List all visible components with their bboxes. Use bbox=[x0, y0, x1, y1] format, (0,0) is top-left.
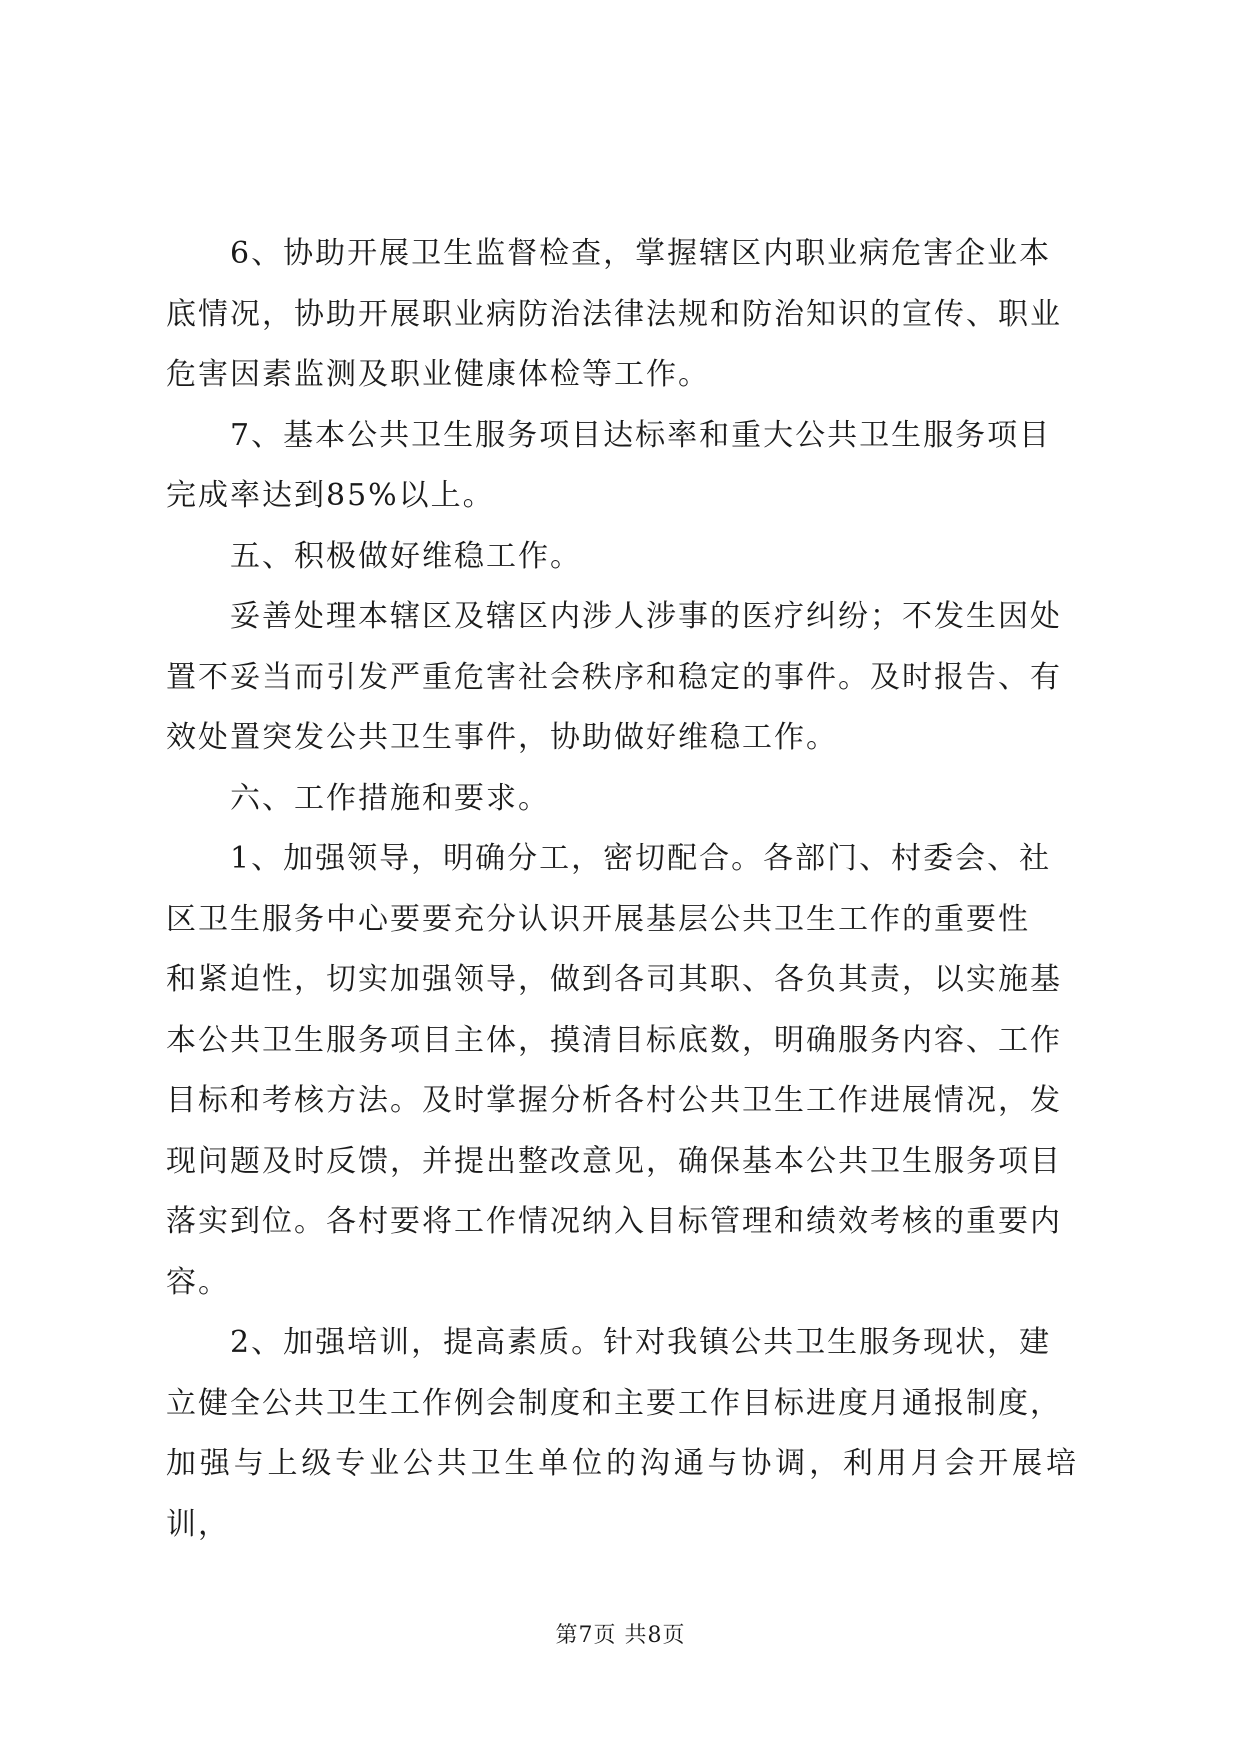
paragraph-item-6: 6、协助开展卫生监督检查，掌握辖区内职业病危害企业本 底情况，协助开展职业病防治法律法规和防治知识的宣传、职业 危害因素监测及职业健康体检等工作。 bbox=[166, 236, 1062, 392]
paragraph-measure-1: 1、加强领导，明确分工，密切配合。各部门、村委会、社 区卫生服务中心要要充分认识开展基层公共卫生工作的重要性 和紧迫性，切实加强领导，做到各司其职、各负其责，以实施基 本公共卫生服务项目主体，摸清目标底数，明确服务内容、工作 目标和考核方法。及时掌握分析各村公共卫生工作进展情况，发 现问题及时反馈，并提出整改意见，确保基本公共卫生服务项目 落实到位。各村要将工作情况纳入目标管理和绩效考核的重要内 容。 bbox=[166, 841, 1062, 1300]
document-body bbox=[166, 224, 1078, 1555]
section-heading-6: 六、工作措施和要求。 bbox=[230, 780, 550, 816]
page-footer: 第7页 共8页 bbox=[555, 1623, 686, 1648]
paragraph-item-7: 7、基本公共卫生服务项目达标率和重大公共卫生服务项目 完成率达到85%以上。 bbox=[166, 417, 1052, 513]
paragraph-stability: 妥善处理本辖区及辖区内涉人涉事的医疗纠纷；不发生因处 置不妥当而引发严重危害社会秩序和稳定的事件。及时报告、有 效处置突发公共卫生事件，协助做好维稳工作。 bbox=[166, 599, 1062, 755]
paragraph-measure-2: 2、加强培训，提高素质。针对我镇公共卫生服务现状，建 立健全公共卫生工作例会制度和主要工作目标进度月通报制度， 加强与上级专业公共卫生单位的沟通与协调，利用月会开展培训， bbox=[166, 1325, 1078, 1542]
section-heading-5: 五、积极做好维稳工作。 bbox=[230, 538, 582, 574]
